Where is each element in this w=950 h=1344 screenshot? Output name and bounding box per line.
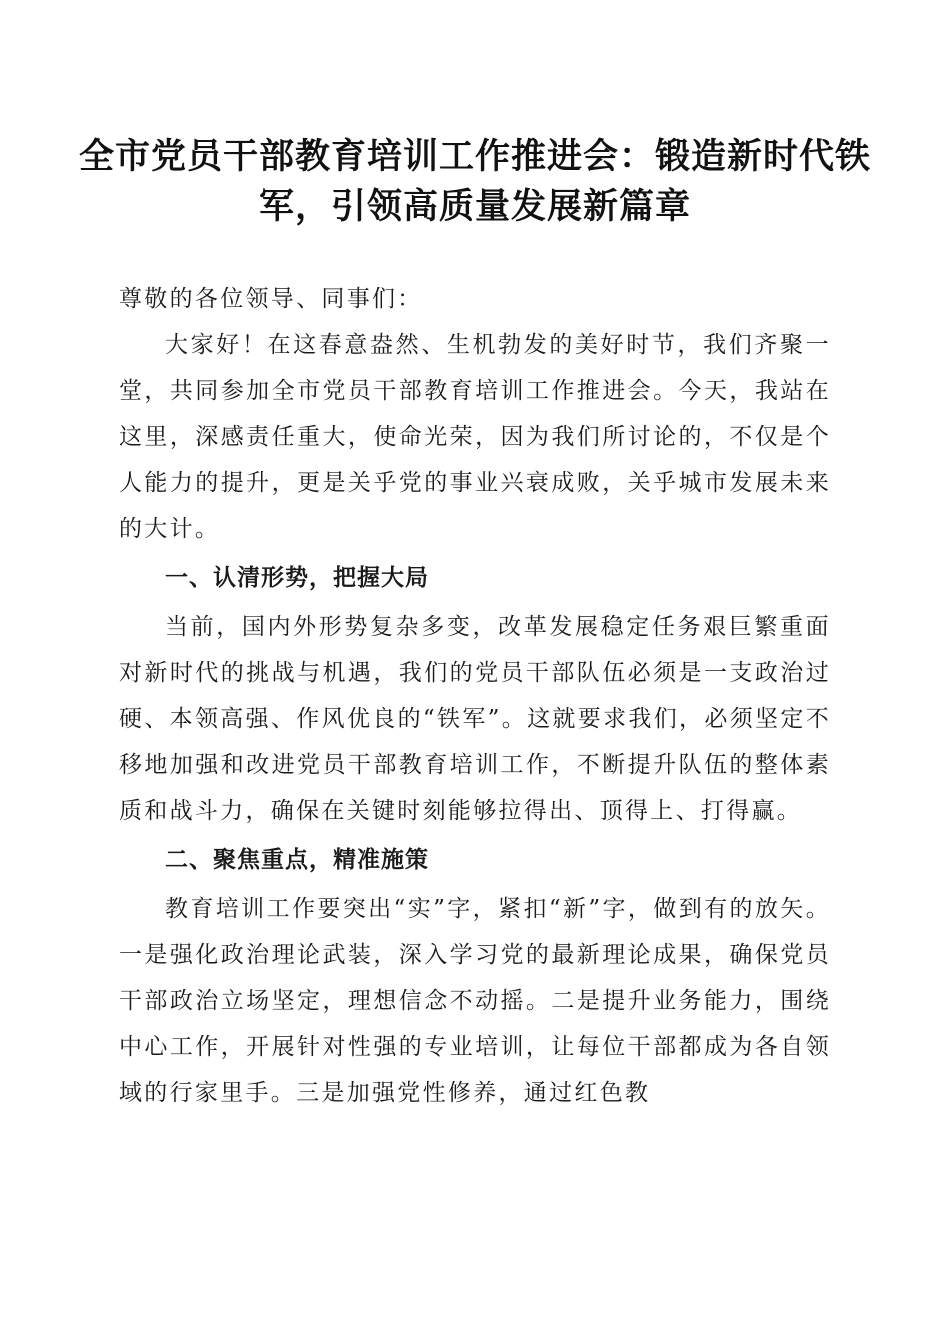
document-title: 全市党员干部教育培训工作推进会：锻造新时代铁军，引领高质量发展新篇章 bbox=[78, 136, 871, 227]
section-1-paragraph: 当前，国内外形势复杂多变，改革发展稳定任务艰巨繁重面对新时代的挑战与机遇，我们的党员干部队伍必须是一支政治过硬、本领高强、作风优良的“铁军”。这就要求我们，必须坚定不移地加强和改进党员干部教育培训工作，不断提升队伍的整体素质和战斗力，确保在关键时刻能够拉得出、顶得上、打得赢。 bbox=[119, 614, 831, 824]
salutation: 尊敬的各位领导、同事们： bbox=[119, 286, 423, 312]
section-1-heading: 一、认清形势，把握大局 bbox=[165, 565, 429, 591]
intro-paragraph: 大家好！在这春意盎然、生机勃发的美好时节，我们齐聚一堂，共同参加全市党员干部教育培训工作推进会。今天，我站在这里，深感责任重大，使命光荣，因为我们所讨论的，不仅是个人能力的提升，更是关乎党的事业兴衰成败，关乎城市发展未来的大计。 bbox=[119, 332, 831, 542]
document-body bbox=[119, 276, 831, 1116]
section-2-paragraph: 教育培训工作要突出“实”字，紧扣“新”字，做到有的放矢。一是强化政治理论武装，深入学习党的最新理论成果，确保党员干部政治立场坚定，理想信念不动摇。二是提升业务能力，围绕中心工作，开展针对性强的专业培训，让每位干部都成为各自领域的行家里手。三是加强党性修养，通过红色教 bbox=[119, 896, 831, 1106]
section-2-heading: 二、聚焦重点，精准施策 bbox=[165, 847, 429, 873]
